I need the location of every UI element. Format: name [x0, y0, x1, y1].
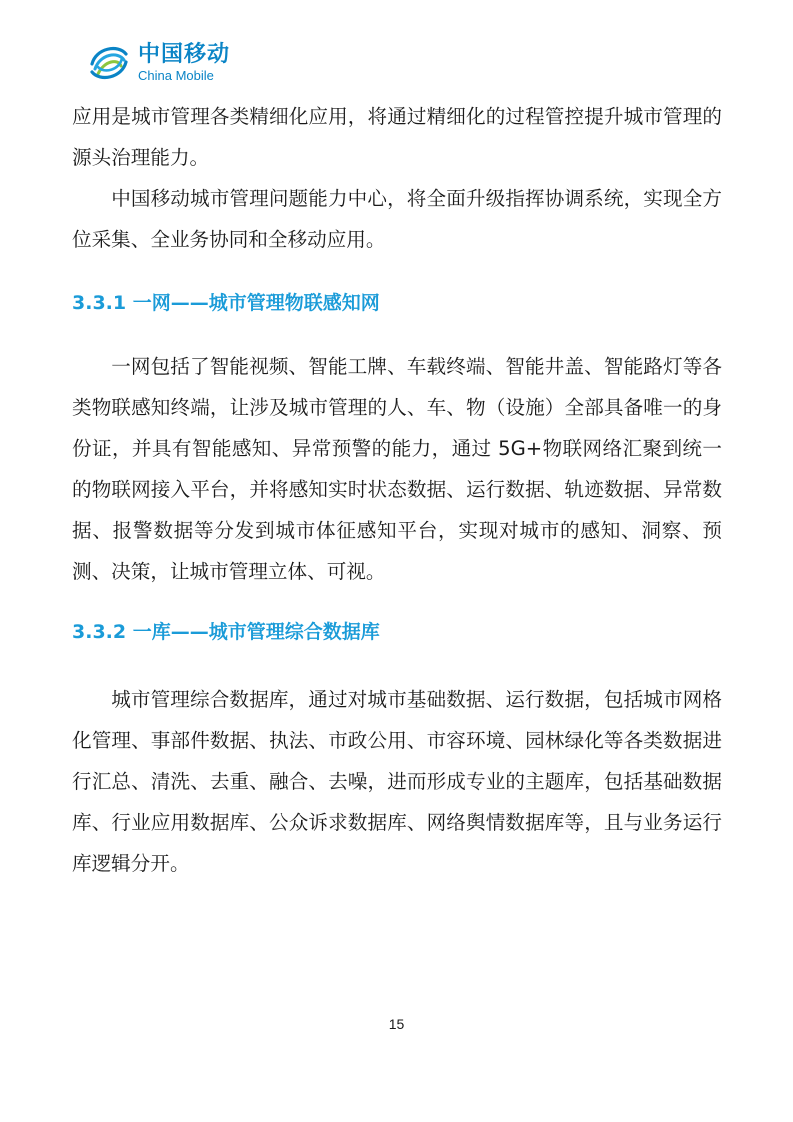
intro-paragraph: 中国移动城市管理问题能力中心，将全面升级指挥协调系统，实现全方位采集、全业务协同和全移动应用。	[72, 187, 722, 251]
document-body	[72, 96, 722, 884]
page-number: 15	[388, 1016, 405, 1032]
brand-name-en: China Mobile	[138, 68, 214, 83]
china-mobile-logo-icon	[86, 40, 132, 86]
brand-name-cn: 中国移动	[138, 42, 231, 67]
section-paragraph-3-3-1: 一网包括了智能视频、智能工牌、车载终端、智能井盖、智能路灯等各类物联感知终端，让涉及城市管理的人、车、物（设施）全部具备唯一的身份证，并具有智能感知、异常预警的能力，通过 5G+物联网络汇聚到统一的物联网接入平台，并将感知实时状态数据、运行数据、轨迹数据、异常数据、报警数据等分发到城市体征感知平台，实现对城市的感知、洞察、预测、决策，让城市管理立体、可视。	[72, 355, 722, 583]
continued-paragraph: 应用是城市管理各类精细化应用，将通过精细化的过程管控提升城市管理的源头治理能力。	[72, 105, 722, 169]
section-heading-3-3-1: 3.3.1 一网——城市管理物联感知网	[72, 292, 380, 314]
brand-logo	[86, 40, 230, 86]
section-paragraph-3-3-2: 城市管理综合数据库，通过对城市基础数据、运行数据，包括城市网格化管理、事部件数据、执法、市政公用、市容环境、园林绿化等各类数据进行汇总、清洗、去重、融合、去噪，进而形成专业的主题库，包括基础数据库、行业应用数据库、公众诉求数据库、网络舆情数据库等，且与业务运行库逻辑分开。	[72, 688, 722, 875]
section-heading-3-3-2: 3.3.2 一库——城市管理综合数据库	[72, 621, 380, 643]
